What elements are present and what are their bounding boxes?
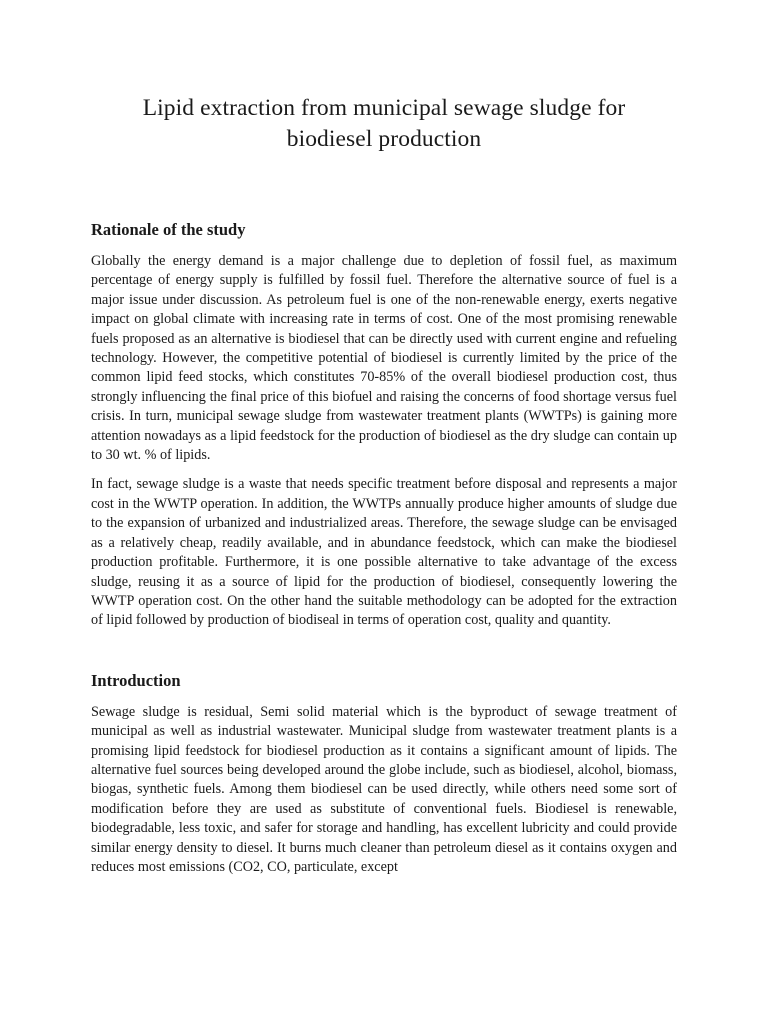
rationale-paragraph-2: In fact, sewage sludge is a waste that needs specific treatment before disposal and represents a major cost in the WWTP operation. In addition, the WWTPs annually produce higher amounts of sludge due to the expansion of urbanized and industrialized areas. Therefore, the sewage sludge can be envisaged as a relatively cheap, readily available, and in abundance feedstock, which can make the biodiesel production profitable. Furthermore, it is one possible alternative to take advantage of the excess sludge, reusing it as a source of lipid for the production of biodiesel, consequently lowering the WWTP operation cost. On the other hand the suitable methodology can be adopted for the extraction of lipid followed by production of biodiseal in terms of operation cost, quality and quantity.	[91, 476, 677, 629]
document-title	[91, 0, 677, 155]
title-line-2: biodiesel production	[286, 126, 482, 152]
introduction-paragraph-1: Sewage sludge is residual, Semi solid material which is the byproduct of sewage treatment of municipal as well as industrial wastewater. Municipal sludge from wastewater treatment plants is a promising lipid feedstock for biodiesel production as it contains a significant amount of lipids. The alternative fuel sources being developed around the globe include, such as biodiesel, alcohol, biomass, biogas, synthetic fuels. Among them biodiesel can be used directly, while others need some sort of modification before they are used as substitute of conventional fuels. Biodiesel is renewable, biodegradable, less toxic, and safer for storage and handling, has excellent lubricity and could provide similar energy density to diesel. It burns much cleaner than petroleum diesel as it contains oxygen and reduces most emissions (CO2, CO, particulate, except	[91, 703, 677, 875]
rationale-paragraph-1: Globally the energy demand is a major challenge due to depletion of fossil fuel, as maximum percentage of energy supply is fulfilled by fossil fuel. Therefore the alternative source of fuel is a major issue under discussion. As petroleum fuel is one of the non-renewable energy, exerts negative impact on global climate with increasing rate in terms of cost. One of the most promising renewable fuels proposed as an alternative is biodiesel that can be directly used with current engine and refueling technology. However, the competitive potential of biodiesel is currently limited by the price of the common lipid feed stocks, which constitutes 70-85% of the overall biodiesel production cost, thus strongly influencing the final price of this biofuel and raising the concerns of food shortage versus fuel crisis. In turn, municipal sewage sludge from wastewater treatment plants (WWTPs) is gaining more attention nowadays as a lipid feedstock for the production of biodiesel as the dry sludge can contain up to 30 wt. % of lipids.	[91, 253, 677, 464]
title-line-1: Lipid extraction from municipal sewage sludge for	[142, 95, 626, 121]
section-heading-rationale: Rationale of the study	[91, 220, 246, 239]
section-heading-introduction: Introduction	[91, 670, 181, 690]
